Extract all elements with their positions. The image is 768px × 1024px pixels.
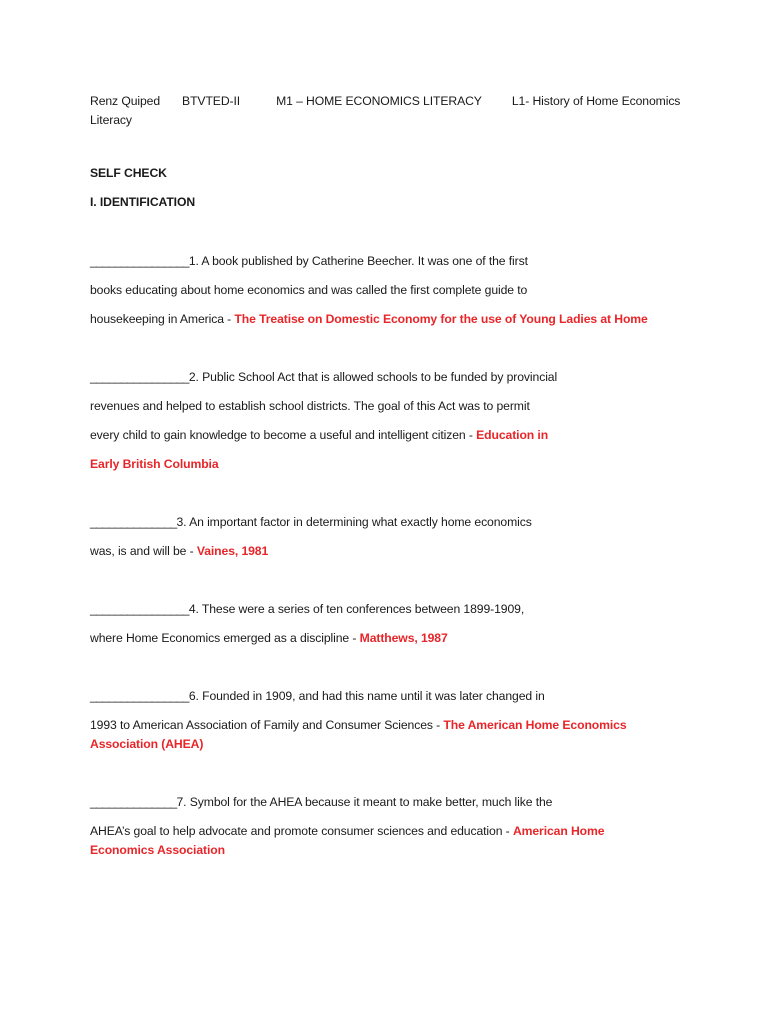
question-text: 2. Public School Act that is allowed schools to be funded by provincial: [188, 370, 558, 384]
module-title: M1 – HOME ECONOMICS LITERACY: [276, 94, 482, 108]
question-item-3: [90, 512, 690, 570]
question-text: 6. Founded in 1909, and had this name until it was later changed in: [188, 689, 545, 703]
course-code: BTVTED-II: [182, 94, 241, 108]
answer-text-continued: Early British Columbia: [90, 457, 219, 471]
question-item-2: [90, 367, 690, 483]
document-page: [90, 92, 690, 869]
question-text: 1993 to American Association of Family and Consumer Sciences -: [90, 718, 444, 732]
answer-text: Education in: [476, 428, 549, 442]
answer-blank: ______________: [90, 515, 177, 529]
question-text: 4. These were a series of ten conferences between 1899-1909,: [188, 602, 525, 616]
answer-text-continued: Economics Association: [90, 843, 225, 857]
question-text: where Home Economics emerged as a discipline -: [90, 631, 360, 645]
answer-text: Vaines, 1981: [196, 544, 269, 558]
question-text: books educating about home economics and was called the first complete guide to: [90, 283, 528, 297]
student-name: Renz Quiped: [90, 94, 161, 108]
question-text: was, is and will be -: [90, 544, 197, 558]
question-item-7: [90, 792, 690, 869]
question-text: housekeeping in America -: [90, 312, 235, 326]
question-text: AHEA’s goal to help advocate and promote consumer sciences and education -: [90, 824, 513, 838]
answer-blank: ______________: [90, 795, 177, 809]
question-item-6: [90, 686, 690, 763]
question-text: 1. A book published by Catherine Beecher. It was one of the first: [188, 254, 528, 268]
lesson-title-continued: Literacy: [90, 113, 132, 127]
document-header: [90, 92, 690, 130]
answer-blank: ________________: [90, 254, 189, 268]
question-text: revenues and helped to establish school districts. The goal of this Act was to permit: [90, 399, 530, 413]
part-title: I. IDENTIFICATION: [90, 195, 196, 209]
answer-text: The Treatise on Domestic Economy for the use of Young Ladies at Home: [234, 312, 648, 326]
answer-text-continued: Association (AHEA): [90, 737, 204, 751]
answer-blank: ________________: [90, 370, 189, 384]
lesson-title: L1- History of Home Economics: [511, 94, 681, 108]
question-text: 7. Symbol for the AHEA because it meant to make better, much like the: [176, 795, 553, 809]
answer-text: Matthews, 1987: [359, 631, 448, 645]
question-item-4: [90, 599, 690, 657]
answer-blank: ________________: [90, 602, 189, 616]
question-text: 3. An important factor in determining what exactly home economics: [176, 515, 532, 529]
question-text: every child to gain knowledge to become a useful and intelligent citizen -: [90, 428, 477, 442]
answer-text: American Home: [512, 824, 605, 838]
answer-blank: ________________: [90, 689, 189, 703]
question-item-1: [90, 251, 690, 338]
section-title: SELF CHECK: [90, 166, 167, 180]
answer-text: The American Home Economics: [443, 718, 627, 732]
